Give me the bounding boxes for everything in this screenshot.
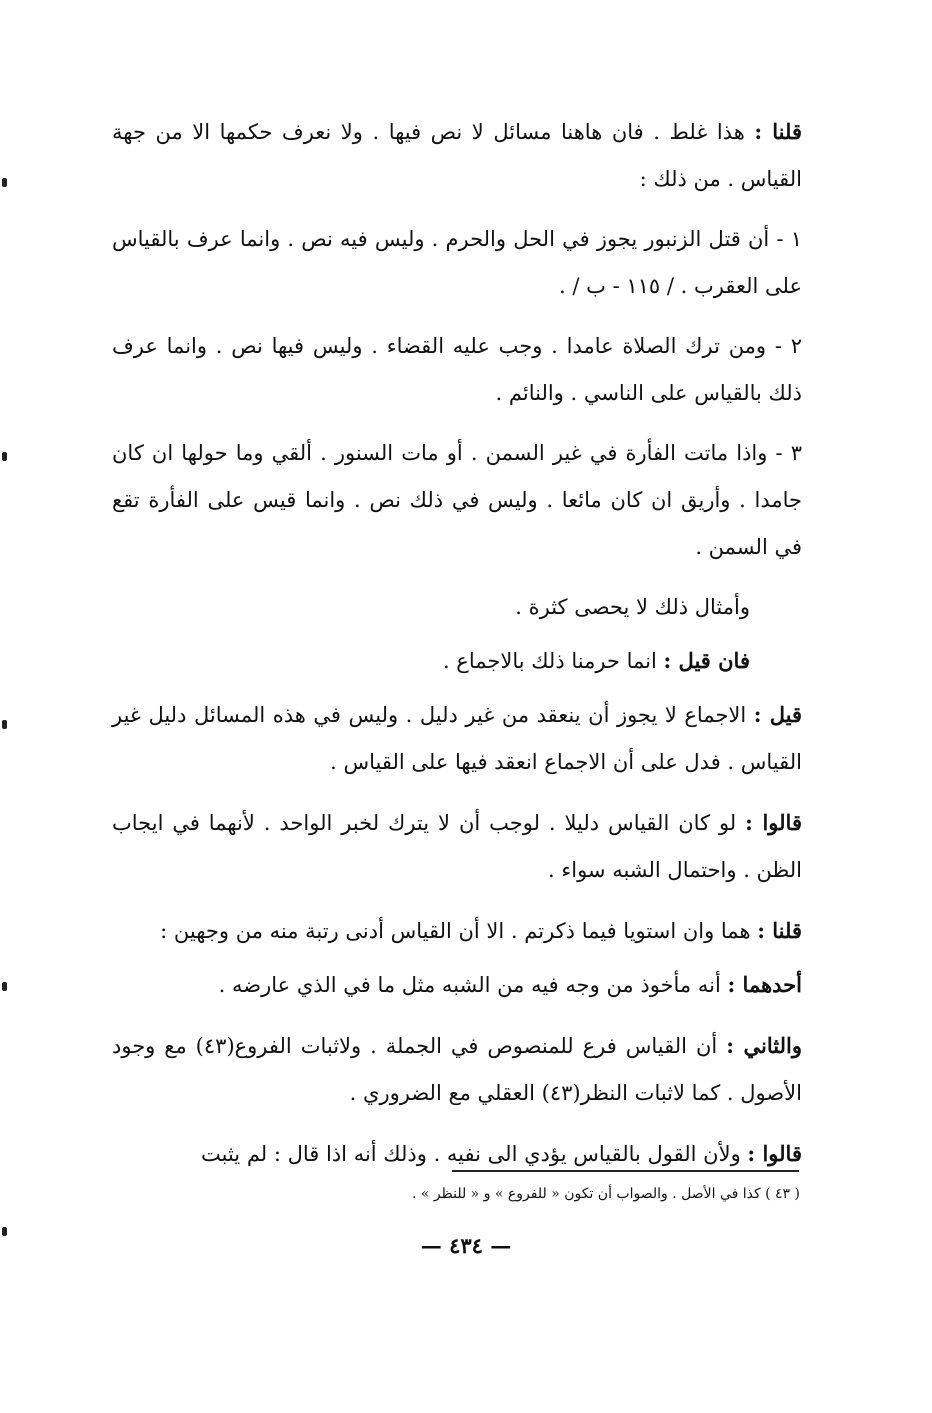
paragraph-body: الاجماع لا يجوز أن ينعقد من غير دليل . وليس في هذه المسائل دليل غير القياس . فدل على أن الاجماع انعقد فيها على القياس . <box>112 703 802 774</box>
paragraph-body: ٢ - ومن ترك الصلاة عامدا . وجب عليه القضاء . وليس فيها نص . وانما عرف ذلك بالقياس على الناسي . والنائم . <box>112 334 802 405</box>
paragraph-body: لو كان القياس دليلا . لوجب أن لا يترك لخبر الواحد . لأنهما في ايجاب الظن . واحتمال الشبه سواء . <box>112 811 802 882</box>
paragraph-5 <box>112 584 802 631</box>
paragraph-lead: قلنا : <box>757 918 802 943</box>
paragraph-body: هما وان استويا فيما ذكرتم . الا أن القياس أدنى رتبة منه من وجهين : <box>160 919 758 943</box>
paragraph-lead: والثاني : <box>726 1033 802 1058</box>
paragraph-6 <box>112 637 802 685</box>
main-text <box>112 108 802 1184</box>
paragraph-2 <box>112 216 802 310</box>
paragraph-10 <box>112 961 802 1009</box>
paragraph-body: هذا غلط . فان هاهنا مسائل لا نص فيها . ولا نعرف حكمها الا من جهة القياس . من ذلك : <box>112 120 802 191</box>
paragraph-lead: أحدهما : <box>727 972 802 997</box>
paragraph-7 <box>112 691 802 786</box>
paragraph-lead: قالوا : <box>745 810 802 835</box>
paragraph-4 <box>112 430 802 571</box>
paragraph-body: انما حرمنا ذلك بالاجماع . <box>442 649 664 673</box>
paragraph-8 <box>112 799 802 894</box>
paragraph-body: وأمثال ذلك لا يحصى كثرة . <box>515 595 750 619</box>
paragraph-9 <box>112 907 802 955</box>
paragraph-body: أن القياس فرع للمنصوص في الجملة . ولاثبات الفروع(٤٣) مع وجود الأصول . كما لاثبات النظر(٤٣) العقلي مع الضروري . <box>112 1034 802 1105</box>
paragraph-lead: فان قيل : <box>663 648 750 673</box>
scan-edge-mark <box>2 982 7 991</box>
paragraph-lead: قلنا : <box>754 119 802 144</box>
paragraph-body: ١ - أن قتل الزنبور يجوز في الحل والحرم . وليس فيه نص . وانما عرف بالقياس على العقرب . / ١١٥ - ب / . <box>112 227 802 298</box>
scan-edge-mark <box>2 452 7 461</box>
paragraph-body: ولأن القول بالقياس يؤدي الى نفيه . وذلك أنه اذا قال : لم يثبت <box>201 1142 748 1166</box>
scan-edge-mark <box>2 720 7 729</box>
paragraph-lead: قالوا : <box>747 1141 802 1166</box>
paragraph-lead: قيل : <box>753 702 803 727</box>
paragraph-body: ٣ - واذا ماتت الفأرة في غير السمن . أو مات السنور . ألقي وما حولها ان كان جامدا . وأريق ان كان مائعا . وليس في ذلك نص . وانما قيس على الفأرة تقع في السمن . <box>112 441 802 559</box>
paragraph-1 <box>112 108 802 203</box>
paragraph-3 <box>112 323 802 417</box>
paragraph-11 <box>112 1022 802 1117</box>
footnote-divider <box>452 1170 799 1172</box>
scan-edge-mark <box>2 178 7 187</box>
paragraph-body: أنه مأخوذ من وجه فيه من الشبه مثل ما في الذي عارضه . <box>218 973 728 997</box>
footnote: ( ٤٣ ) كذا في الأصل . والصواب أن تكون « للفروع » و « للنظر » . <box>411 1186 800 1202</box>
scan-edge-mark <box>2 1227 7 1236</box>
page-number: — ٤٣٤ — <box>420 1233 512 1258</box>
